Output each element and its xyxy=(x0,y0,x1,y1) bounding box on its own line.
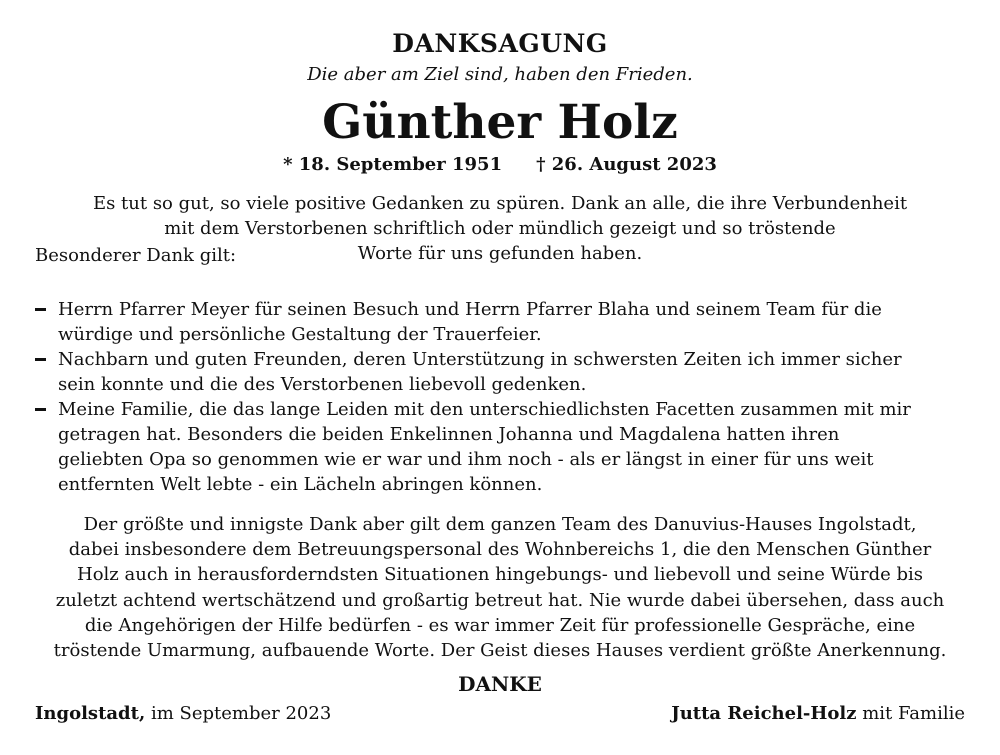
signer-suffix: mit Familie xyxy=(862,703,965,724)
birth-date: * 18. September 1951 xyxy=(283,154,503,175)
list-item xyxy=(35,347,975,397)
list-item xyxy=(35,297,975,347)
list-item-line: entfernten Welt lebte - ein Lächeln abringen können. xyxy=(58,474,543,495)
notice-heading: DANKSAGUNG xyxy=(392,29,608,58)
list-item-line: getragen hat. Besonders die beiden Enkelinnen Johanna und Magdalena hatten ihren xyxy=(58,424,840,445)
list-item-line: geliebten Opa so genommen wie er war und ihm noch - als er längst in einer für uns weit xyxy=(58,449,874,470)
special-thanks-label: Besonderer Dank gilt: xyxy=(35,245,237,266)
place: Ingolstadt, xyxy=(35,703,146,724)
dash-bullet-icon xyxy=(35,408,46,411)
date: im September 2023 xyxy=(150,703,332,724)
signer-name: Jutta Reichel-Holz xyxy=(671,703,857,724)
closing-line: die Angehörigen der Hilfe bedürfen - es war immer Zeit für professionelle Gespräche, eine xyxy=(84,614,916,636)
intro-line: mit dem Verstorbenen schriftlich oder mündlich gezeigt und so tröstende xyxy=(164,218,836,239)
deceased-name: Günther Holz xyxy=(322,95,678,150)
closing-line: dabei insbesondere dem Betreuungspersonal des Wohnbereichs 1, die den Menschen Günther xyxy=(68,539,932,561)
motto-quote: Die aber am Ziel sind, haben den Frieden. xyxy=(307,64,693,85)
closing-line: zuletzt achtend wertschätzend und großartig betreut hat. Nie wurde dabei übersehen, dass auch xyxy=(55,589,945,611)
list-item-line: Meine Familie, die das lange Leiden mit den unterschiedlichsten Facetten zusammen mit mir xyxy=(58,399,911,420)
dash-bullet-icon xyxy=(35,358,46,361)
life-dates xyxy=(0,152,1000,178)
place-and-date xyxy=(35,700,331,728)
special-thanks-list xyxy=(35,297,975,497)
list-item-line: Herrn Pfarrer Meyer für seinen Besuch und Herrn Pfarrer Blaha und seinem Team für die xyxy=(58,299,882,320)
list-item-line: sein konnte und die des Verstorbenen liebevoll gedenken. xyxy=(58,374,587,395)
intro-line: Worte für uns gefunden haben. xyxy=(357,243,643,264)
dash-bullet-icon xyxy=(35,308,46,311)
signature xyxy=(671,700,965,728)
danke-heading: DANKE xyxy=(458,672,542,696)
death-date: † 26. August 2023 xyxy=(536,154,717,175)
intro-line: Es tut so gut, so viele positive Gedanken zu spüren. Dank an alle, die ihre Verbundenheit xyxy=(92,193,908,214)
list-item xyxy=(35,397,975,497)
closing-line: Der größte und innigste Dank aber gilt dem ganzen Team des Danuvius-Hauses Ingolstadt, xyxy=(83,514,917,535)
closing-paragraph xyxy=(15,512,985,663)
closing-line: tröstende Umarmung, aufbauende Worte. Der Geist dieses Hauses verdient größte Anerkennung. xyxy=(53,640,947,662)
list-item-line: würdige und persönliche Gestaltung der Trauerfeier. xyxy=(58,324,542,345)
closing-line: Holz auch in herausforderndsten Situationen hingebungs- und liebevoll und seine Würde bis xyxy=(77,564,923,586)
list-item-line: Nachbarn und guten Freunden, deren Unterstützung in schwersten Zeiten ich immer sicher xyxy=(58,349,902,370)
